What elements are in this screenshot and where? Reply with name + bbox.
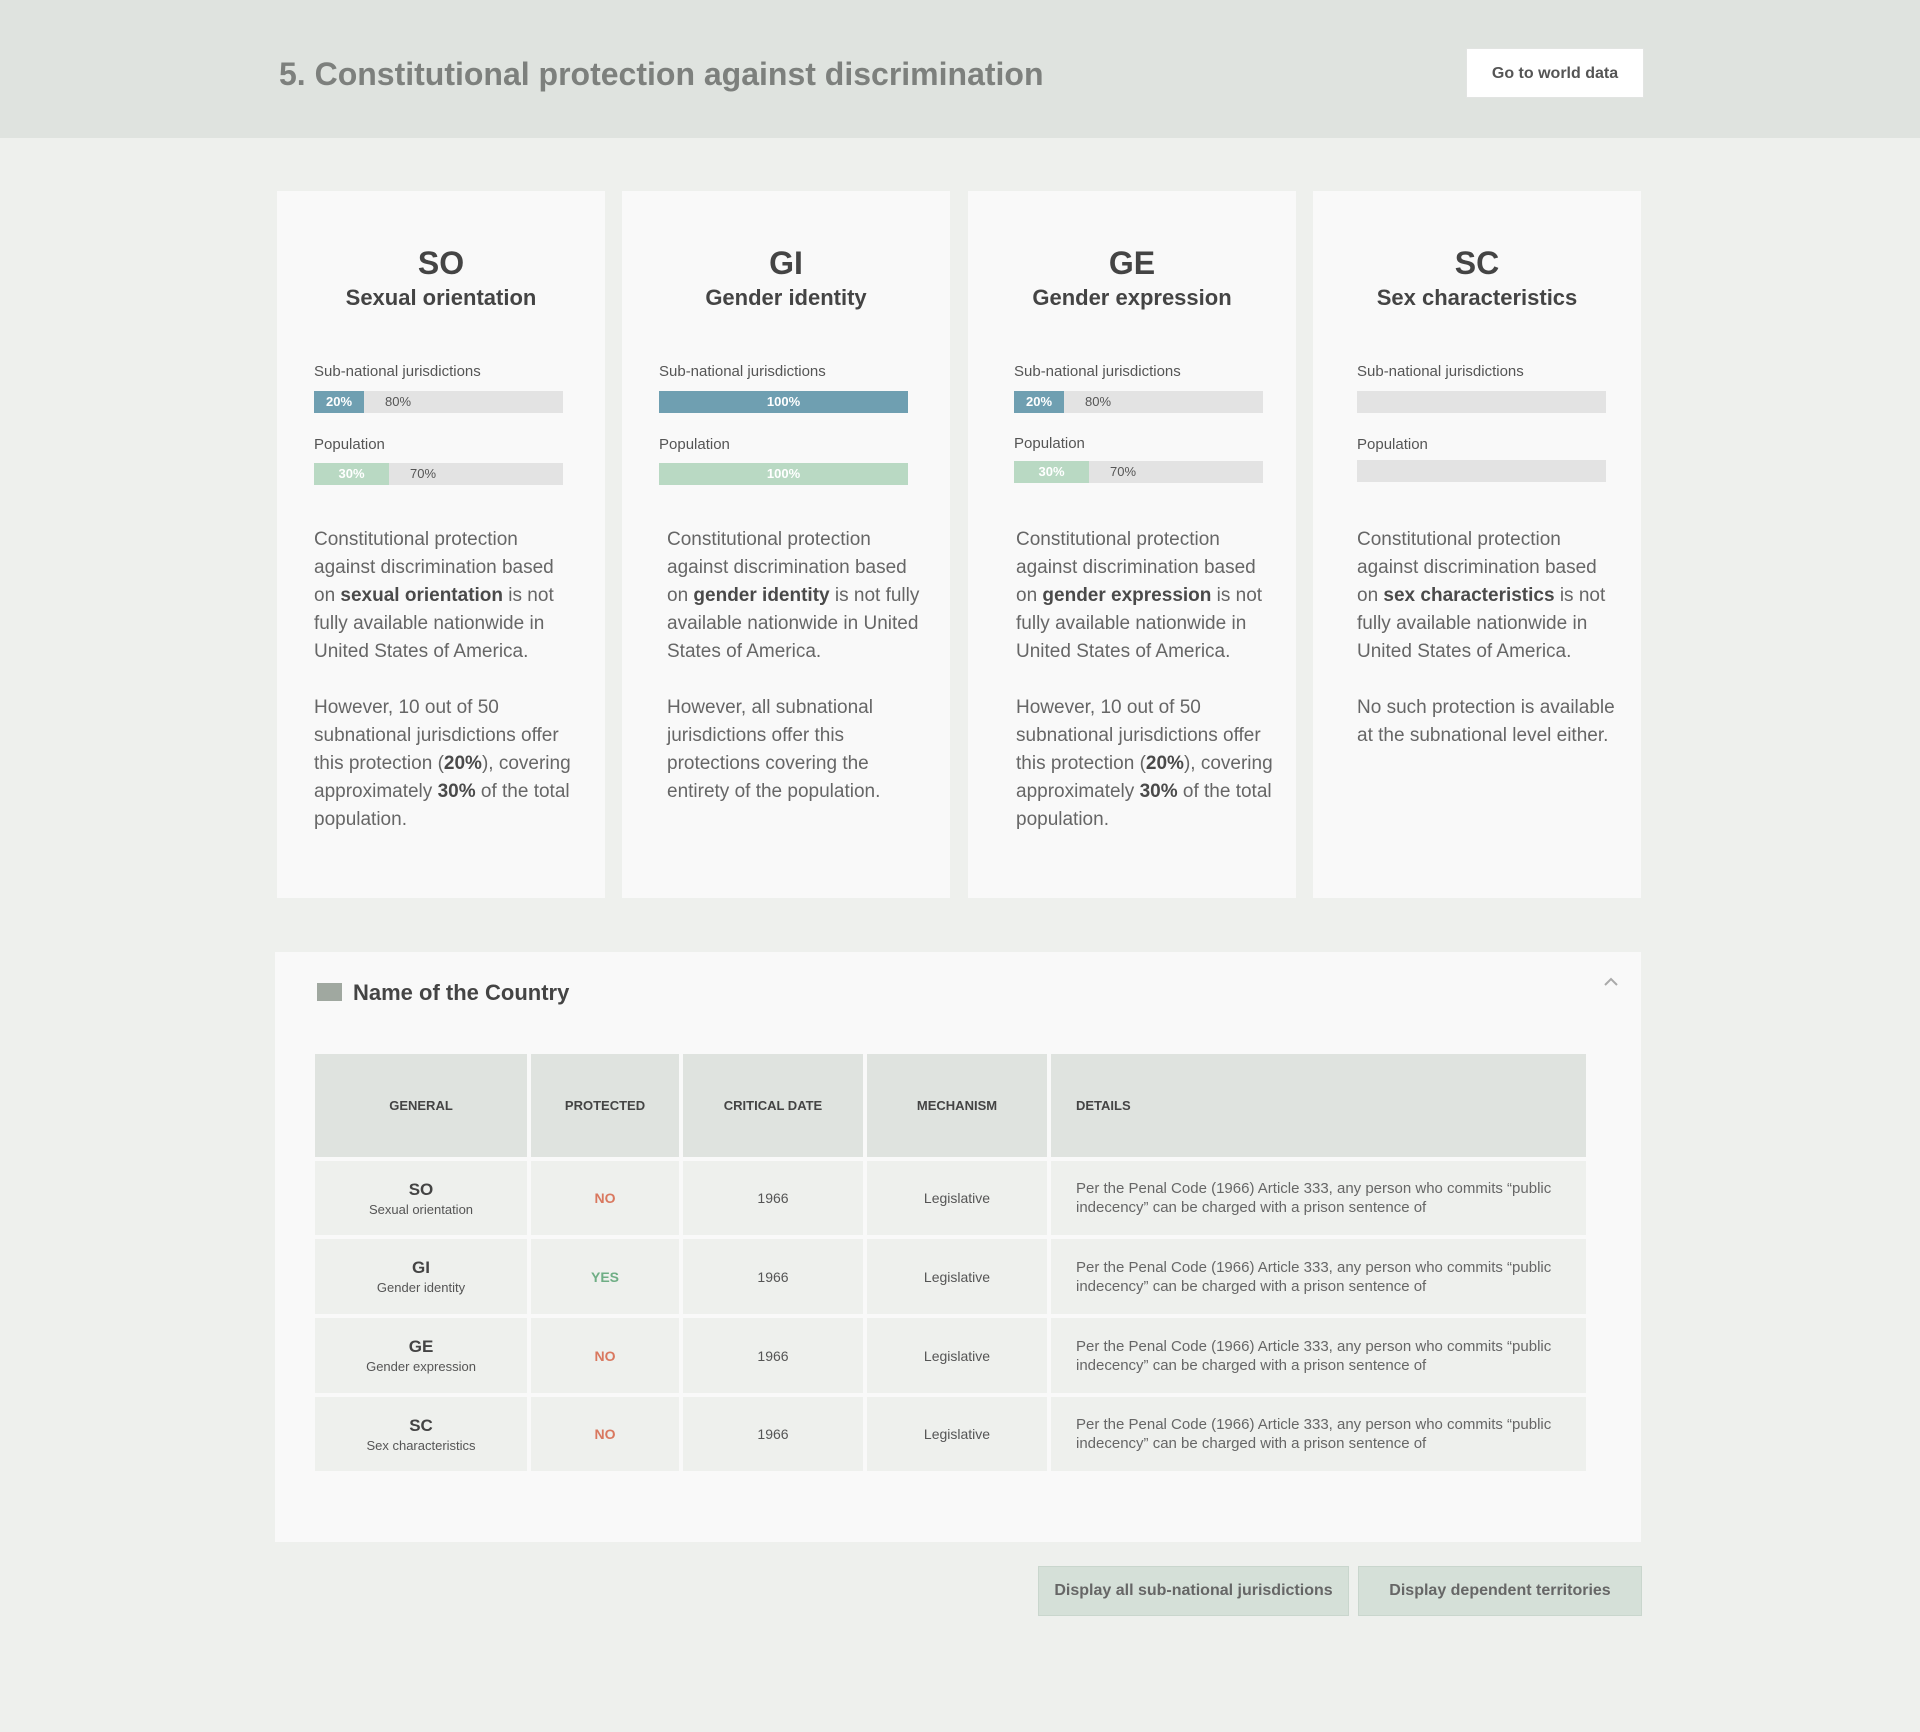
pop-bar-fill: 30% [314,463,389,485]
mechanism-cell: Legislative [867,1239,1047,1314]
page-title: 5. Constitutional protection against discrimination [279,56,1044,92]
pop-bar-fill: 30% [1014,461,1089,483]
sub-bar-rest [1357,391,1378,413]
go-to-world-data-button[interactable]: Go to world data [1466,48,1644,98]
table-row [315,1239,1586,1314]
sub-bar [1357,391,1606,413]
card-description: Constitutional protection against discrimination based on sexual orientation is not fully available nationwide in United States of America. However, 10 out of 50 subnational jurisdictions offer this protection (20%), covering approximately 30% of the total population. [314,529,571,830]
country-name: Name of the Country [353,980,570,1005]
card-ge [968,191,1296,898]
protected-cell: YES [531,1239,679,1314]
column-header-mechanism: MECHANISM [867,1054,1047,1157]
pop-bar-fill: 100% [659,463,908,485]
country-table [311,1050,1590,1475]
column-header-details: DETAILS [1051,1054,1586,1157]
pop-bar [314,463,563,485]
sub-bar [659,391,908,413]
sub-bar-rest [908,391,929,413]
sub-bar-fill: 20% [314,391,364,413]
card-abbr: SO [417,245,465,281]
pop-bar-label: Population [659,436,730,453]
card-gi [622,191,950,898]
table-row [315,1318,1586,1393]
sub-bar-label: Sub-national jurisdictions [314,363,481,380]
sub-bar-label: Sub-national jurisdictions [1014,363,1181,380]
general-cell: GI Gender identity [315,1239,527,1314]
card-name: Gender identity [705,285,867,310]
protected-cell: NO [531,1161,679,1235]
card-name: Sex characteristics [1376,285,1578,310]
country-panel [275,952,1641,1542]
general-cell: GE Gender expression [315,1318,527,1393]
details-cell: Per the Penal Code (1966) Article 333, any person who commits “public indecency” can be charged with a prison sentence of [1051,1161,1586,1235]
page-header [0,0,1920,138]
table-row [315,1397,1586,1471]
pop-bar [659,463,908,485]
mechanism-cell: Legislative [867,1397,1047,1471]
mechanism-cell: Legislative [867,1318,1047,1393]
card-name: Sexual orientation [345,285,537,310]
pop-bar [1357,460,1606,482]
display-subnational-button[interactable]: Display all sub-national jurisdictions [1038,1566,1349,1616]
pop-bar-label: Population [314,436,385,453]
column-header-general: GENERAL [315,1054,527,1157]
sub-bar-label: Sub-national jurisdictions [659,363,826,380]
sub-bar [1014,391,1263,413]
details-cell: Per the Penal Code (1966) Article 333, any person who commits “public indecency” can be charged with a prison sentence of [1051,1318,1586,1393]
protected-cell: NO [531,1397,679,1471]
pop-bar-label: Population [1357,436,1428,453]
pop-bar-rest [908,463,929,485]
mechanism-cell: Legislative [867,1161,1047,1235]
card-description: Constitutional protection against discrimination based on sex characteristics is not fully available nationwide in United States of America. No such protection is available at the subnational level either. [1357,529,1615,746]
details-cell: Per the Penal Code (1966) Article 333, any person who commits “public indecency” can be charged with a prison sentence of [1051,1239,1586,1314]
details-cell: Per the Penal Code (1966) Article 333, any person who commits “public indecency” can be charged with a prison sentence of [1051,1397,1586,1471]
sub-bar [314,391,563,413]
pop-bar-label: Population [1014,435,1085,452]
sub-bar-fill: 20% [1014,391,1064,413]
card-sc [1313,191,1641,898]
card-description: Constitutional protection against discrimination based on gender identity is not fully available nationwide in United States of America. However, all subnational jurisdictions offer this protections covering the entirety of the population. [667,529,920,802]
column-header-critical-date: CRITICAL DATE [683,1054,863,1157]
pop-bar-rest: 70% [410,466,437,481]
card-so [277,191,605,898]
display-dependent-territories-button[interactable]: Display dependent territories [1358,1566,1642,1616]
date-cell: 1966 [683,1318,863,1393]
card-abbr: GI [769,245,803,281]
column-header-protected: PROTECTED [531,1054,679,1157]
sub-bar-label: Sub-national jurisdictions [1357,363,1524,380]
pop-bar [1014,461,1263,483]
general-cell: SO Sexual orientation [315,1161,527,1235]
pop-bar-rest [1357,460,1378,482]
sub-bar-fill: 100% [659,391,908,413]
table-row [315,1161,1586,1235]
sub-bar-rest: 80% [385,394,412,409]
card-abbr: SC [1454,245,1500,281]
general-cell: SC Sex characteristics [315,1397,527,1471]
protected-cell: NO [531,1318,679,1393]
pop-bar-rest: 70% [1110,464,1137,479]
chevron-up-icon[interactable] [1599,969,1623,993]
country-flag-icon [317,983,342,1001]
date-cell: 1966 [683,1397,863,1471]
sub-bar-rest: 80% [1085,394,1112,409]
date-cell: 1966 [683,1161,863,1235]
card-name: Gender expression [1032,285,1232,310]
card-description: Constitutional protection against discrimination based on gender expression is not fully available nationwide in United States of America. However, 10 out of 50 subnational jurisdictions offer this protection (20%), covering approximately 30% of the total population. [1016,529,1273,830]
card-abbr: GE [1108,245,1156,281]
date-cell: 1966 [683,1239,863,1314]
